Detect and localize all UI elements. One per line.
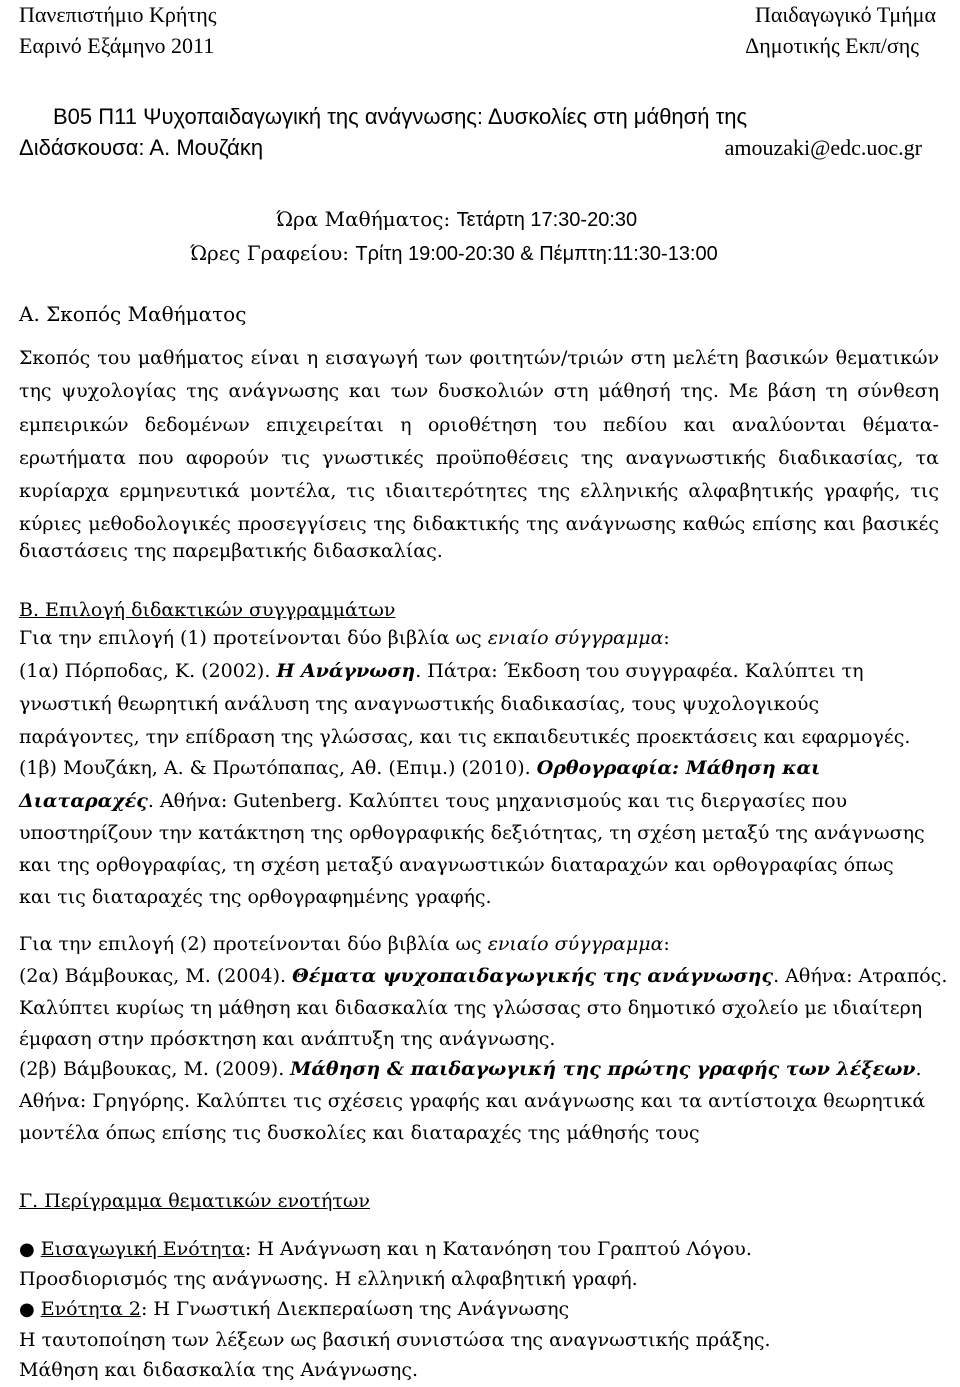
book-1a [19,658,864,684]
section-a-line: κυρίαρχα ερμηνευτικά μοντέλα, τις ιδιαιτερότητες της ελληνικής αλφαβητικής γραφής, τις [19,480,939,502]
unit-2-desc: Η ταυτοποίηση των λέξεων ως βασική συνιστώσα της αναγνωστικής πράξης. [19,1329,771,1351]
unit-2-title: Η Γνωστική Διεκπεραίωση της Ανάγνωσης [153,1298,570,1320]
unit-2 [19,1296,569,1323]
book-2b-author: Βάμβουκας, Μ. (2009). [62,1058,291,1080]
section-c-heading: Γ. Περίγραμμα θεματικών ενοτήτων [19,1190,370,1212]
book-1a-publisher: . Πάτρα: Έκδοση του συγγραφέα. Καλύπτει τη [415,660,864,682]
university-name: Πανεπιστήμιο Κρήτης [19,2,217,27]
book-1b-publisher [19,788,847,814]
choice1-intro-text: Για την επιλογή (1) προτείνονται δύο βιβλία ως [19,627,488,649]
book-1b-desc: και τις διαταραχές της ορθογραφημένης γραφής. [19,886,492,908]
book-2a-publisher: . Αθήνα: Ατραπός. [773,965,948,987]
book-1b-publisher-text: . Αθήνα: Gutenberg. Καλύπτει τους μηχανισμούς και τις διεργασίες που [147,790,848,812]
book-1b-number: (1β) [19,757,63,779]
section-a-line: της ψυχολογίας της ανάγνωσης και των δυσκολιών στη μάθησή της. Με βάση τη σύνθεση [19,380,939,402]
semester: Εαρινό Εξάμηνο 2011 [19,33,215,58]
unit-1-desc: Προσδιορισμός της ανάγνωσης. Η ελληνική αλφαβητική γραφή. [19,1268,638,1290]
bullet-icon: ● [19,1239,35,1260]
book-2b-number: (2β) [19,1058,63,1080]
book-2a-desc: έμφαση στην πρόσκτηση και ανάπτυξη της ανάγνωσης. [19,1028,556,1050]
class-hours-label: Ώρα Μαθήματος: [276,207,457,231]
choice2-intro-colon: : [663,933,670,955]
book-2a-number: (2α) [19,965,65,987]
class-hours [276,205,637,234]
book-1a-author: Πόρποδας, Κ. (2002). [64,660,277,682]
section-a-line: ερωτήματα που αφορούν τις γνωστικές προϋποθέσεις της αναγνωστικής διαδικασίας, τα [19,447,939,469]
book-1b [19,755,820,781]
unit-1-period: . [745,1238,752,1260]
book-2b-desc: μοντέλα όπως επίσης τις δυσκολίες και διαταραχές της μάθησής τους [19,1122,700,1144]
choice1-intro-colon: : [663,627,670,649]
book-2b-title: Μάθηση & παιδαγωγική της πρώτης γραφής των λέξεων [290,1058,916,1080]
book-1a-number: (1α) [19,660,65,682]
bullet-icon: ● [19,1299,35,1320]
unit-1 [19,1236,752,1263]
unit-1-title: Η Ανάγνωση και η Κατανόηση του Γραπτού Λόγου [257,1238,746,1260]
program-name: Δημοτικής Εκπ/σης [745,33,919,58]
unit-2-desc: Μάθηση και διδασκαλία της Ανάγνωσης. [19,1359,418,1381]
instructor: Διδάσκουσα: Α. Μουζάκη [19,135,264,160]
book-1b-desc: υποστηρίζουν την κατάκτηση της ορθογραφικής δεξιότητας, τη σχέση μεταξύ της ανάγνωσης [19,822,925,844]
book-1a-title: Η Ανάγνωση [276,660,416,682]
book-1b-title: Ορθογραφία: Μάθηση και [536,757,821,779]
section-a-heading: Α. Σκοπός Μαθήματος [19,302,247,326]
book-1b-author: Μουζάκη, Α. & Πρωτόπαπας, Αθ. (Επιμ.) (2010). [62,757,537,779]
section-a-line: Σκοπός του μαθήματος είναι η εισαγωγή των φοιτητών/τριών στη μελέτη βασικών θεματικών [19,347,939,369]
book-1a-desc: γνωστική θεωρητική ανάλυση της αναγνωστικής διαδικασίας, τους ψυχολογικούς [19,693,820,715]
book-1a-desc: παράγοντες, την επίδραση της γλώσσας, και τις εκπαιδευτικές προεκτάσεις και εφαρμογές. [19,726,911,748]
book-2a-desc: Καλύπτει κυρίως τη μάθηση και διδασκαλία της γλώσσας στο δημοτικό σχολείο με ιδιαίτερη [19,997,923,1019]
choice2-intro-text: Για την επιλογή (2) προτείνονται δύο βιβλία ως [19,933,488,955]
section-b-heading: Β. Επιλογή διδακτικών συγγραμμάτων [19,599,396,621]
book-1b-desc: και της ορθογραφίας, τη σχέση μεταξύ αναγνωστικών διαταραχών και ορθογραφίας όπως [19,854,894,876]
office-hours-value: Τρίτη 19:00-20:30 & Πέμπτη:11:30-13:00 [355,243,718,265]
course-title: Β05 Π11 Ψυχοπαιδαγωγική της ανάγνωσης: Δυσκολίες στη μάθησή της [53,104,748,129]
book-2a [19,963,947,989]
instructor-email[interactable]: amouzaki@edc.uoc.gr [724,135,922,160]
book-2b [19,1056,922,1082]
book-1b-title-cont: Διαταραχές [19,790,148,812]
choice1-intro [19,625,670,651]
unit-2-separator: : [140,1298,154,1320]
department-name: Παιδαγωγικό Τμήμα [754,2,936,27]
unit-1-label: Εισαγωγική Ενότητα [40,1238,245,1260]
choice2-intro-emphasis: ενιαίο σύγγραμμα [487,933,664,955]
book-2b-period: . [915,1058,922,1080]
choice1-intro-emphasis: ενιαίο σύγγραμμα [487,627,664,649]
office-hours-label: Ώρες Γραφείου: [190,241,356,265]
office-hours [190,239,718,268]
section-a-line: κύριες μεθοδολογικές προσεγγίσεις της διδακτικής της ανάγνωσης καθώς επίσης και βασικές [19,513,939,535]
class-hours-value: Τετάρτη 17:30-20:30 [456,209,638,231]
unit-1-separator: : [244,1238,258,1260]
choice2-intro [19,931,670,957]
book-2a-author: Βάμβουκας, Μ. (2004). [64,965,293,987]
section-a-line: εμπειρικών δεδομένων επιχειρείται η οριοθέτηση του πεδίου και αναλύονται θέματα- [19,414,939,436]
book-2a-title: Θέματα ψυχοπαιδαγωγικής της ανάγνωσης [292,965,774,987]
unit-2-label: Ενότητα 2 [40,1298,141,1320]
book-2b-desc: Αθήνα: Γρηγόρης. Καλύπτει τις σχέσεις γραφής και ανάγνωσης και τα αντίστοιχα θεωρητικά [19,1090,926,1112]
section-a-line: διαστάσεις της παρεμβατικής διδασκαλίας. [19,540,443,562]
